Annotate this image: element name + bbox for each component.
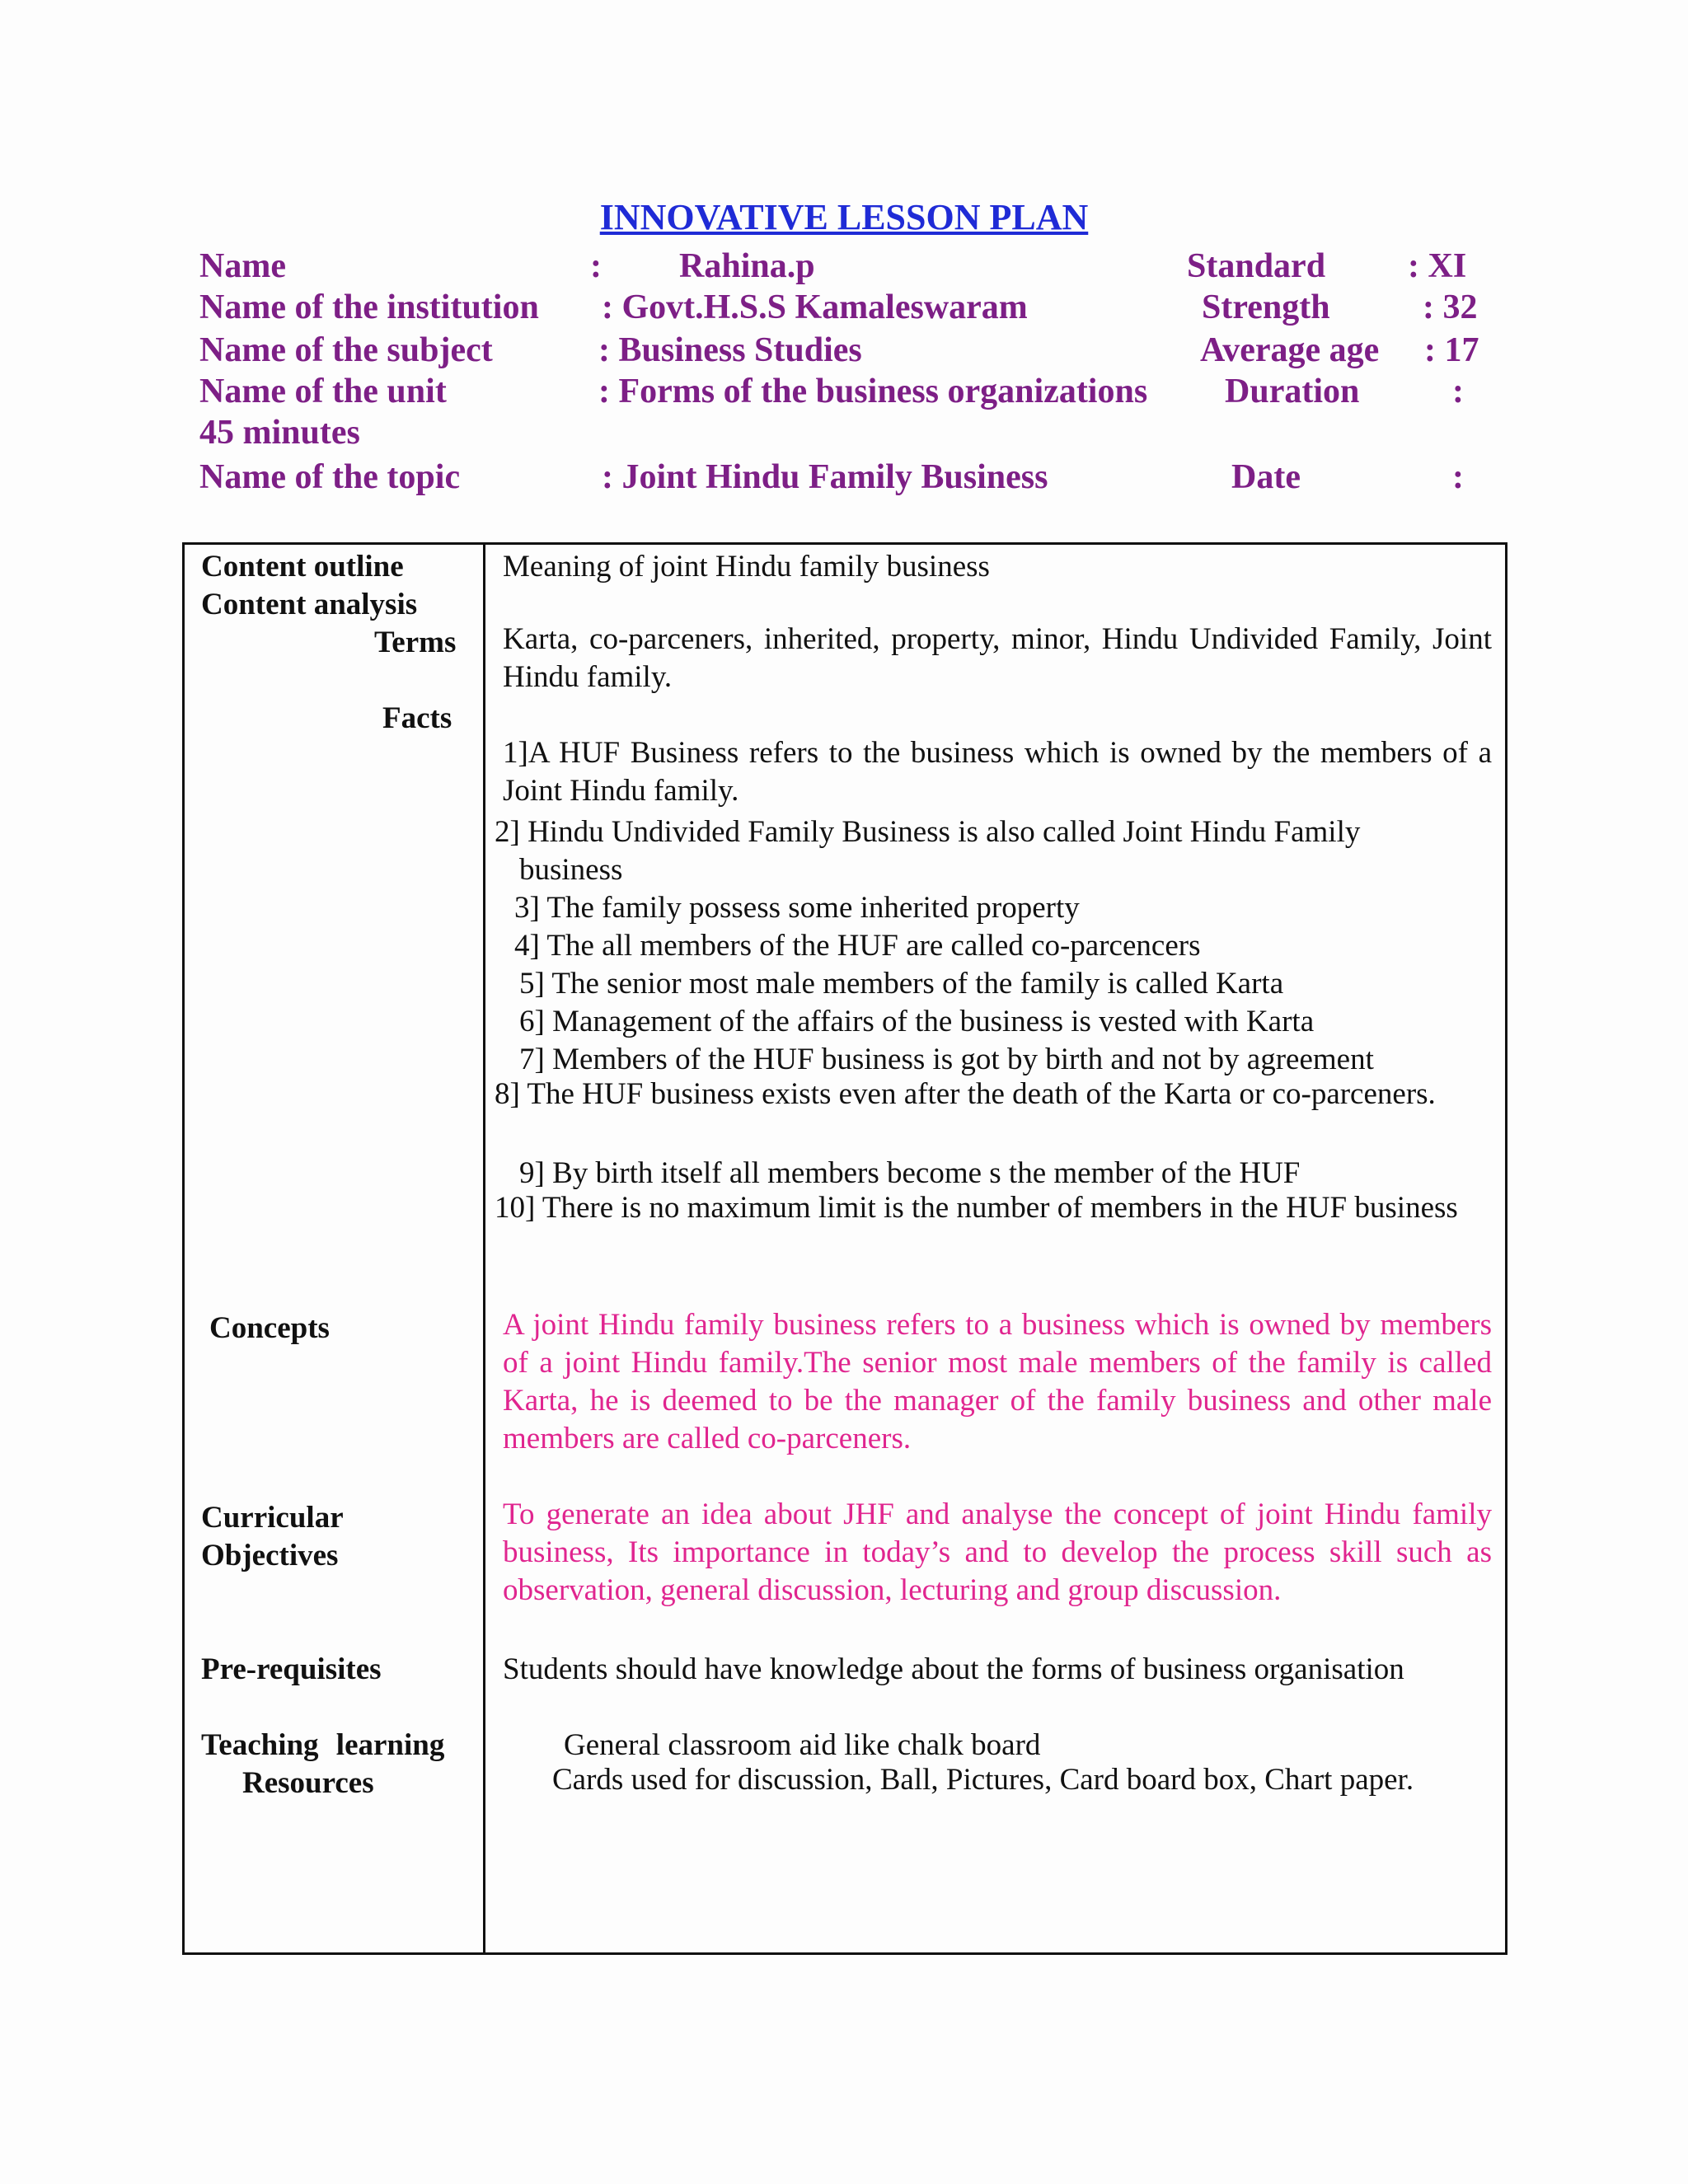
standard-label: Standard <box>1187 247 1326 285</box>
concepts-text: A joint Hindu family business refers to a business which is owned by members of a joint Hindu family.The senior most male members of the family is called Karta, he is deemed to be the manager of the family business and other male members are called co-parceners. <box>503 1308 1492 1455</box>
name-value: Rahina.p <box>679 247 815 285</box>
topic-value: : Joint Hindu Family Business <box>602 458 1048 496</box>
resources-label: Resources <box>242 1766 374 1800</box>
resources-line-1: General classroom aid like chalk board <box>564 1728 1041 1762</box>
prerequisites-label: Pre-requisites <box>201 1652 382 1686</box>
unit-label: Name of the unit <box>199 373 447 410</box>
standard-value: : XI <box>1408 247 1467 285</box>
objectives-label: Objectives <box>201 1539 339 1572</box>
fact-5: 5] The senior most male members of the family is called Karta <box>519 967 1284 1001</box>
institution-value: : Govt.H.S.S Kamaleswaram <box>602 288 1028 326</box>
content-outline-label: Content outline <box>201 550 404 583</box>
fact-2: 2] Hindu Undivided Family Business is also called Joint Hindu Family <box>495 815 1361 849</box>
age-value: : 17 <box>1424 331 1479 369</box>
strength-label: Strength <box>1202 288 1330 326</box>
duration-label: Duration <box>1225 373 1360 410</box>
resources-line-2: Cards used for discussion, Ball, Pictures, Card board box, Chart paper. <box>552 1763 1414 1797</box>
fact-1: 1]A HUF Business refers to the business which is owned by the members of a Joint Hindu family. <box>503 736 1492 808</box>
unit-value: : Forms of the business organizations <box>598 373 1148 410</box>
subject-value: : Business Studies <box>598 331 862 369</box>
fact-3: 3] The family possess some inherited property <box>514 891 1080 925</box>
terms-text: Karta, co-parceners, inherited, property, minor, Hindu Undivided Family, Joint Hindu family. <box>503 622 1492 694</box>
duration-value: 45 minutes <box>199 414 360 452</box>
curricular-label: Curricular <box>201 1501 344 1535</box>
prerequisites-text: Students should have knowledge about the forms of business organisation <box>503 1652 1404 1686</box>
fact-6: 6] Management of the affairs of the business is vested with Karta <box>519 1005 1315 1038</box>
terms-label: Terms <box>374 626 457 659</box>
concepts-label: Concepts <box>209 1311 330 1345</box>
institution-label: Name of the institution <box>199 288 539 326</box>
duration-colon: : <box>1452 373 1464 410</box>
name-colon: : <box>590 247 602 285</box>
meaning-text: Meaning of joint Hindu family business <box>503 550 990 583</box>
objectives-text: To generate an idea about JHF and analyse the concept of joint Hindu family business, Its importance in today’s and to develop the process skill such as observation, general discussion, lecturing and group discussion. <box>503 1497 1492 1607</box>
fact-8: 8] The HUF business exists even after the death of the Karta or co-parceners. <box>495 1077 1436 1111</box>
name-label: Name <box>199 247 286 285</box>
facts-label: Facts <box>382 701 452 735</box>
age-label: Average age <box>1200 331 1380 369</box>
date-label: Date <box>1231 458 1301 496</box>
content-analysis-label: Content analysis <box>201 588 418 621</box>
fact-9: 9] By birth itself all members become s the member of the HUF <box>519 1156 1301 1190</box>
date-colon: : <box>1452 458 1464 496</box>
topic-label: Name of the topic <box>199 458 461 496</box>
page-title: INNOVATIVE LESSON PLAN <box>599 197 1089 237</box>
strength-value: : 32 <box>1423 288 1478 326</box>
teaching-learning-label: Teaching learning <box>201 1728 445 1762</box>
lesson-plan-table <box>182 542 1507 1955</box>
fact-7: 7] Members of the HUF business is got by birth and not by agreement <box>519 1043 1374 1076</box>
fact-2-cont: business <box>519 853 623 887</box>
fact-4: 4] The all members of the HUF are called co-parcencers <box>514 929 1201 963</box>
column-divider <box>483 545 485 1952</box>
fact-10: 10] There is no maximum limit is the number of members in the HUF business <box>495 1191 1458 1225</box>
subject-label: Name of the subject <box>199 331 493 369</box>
